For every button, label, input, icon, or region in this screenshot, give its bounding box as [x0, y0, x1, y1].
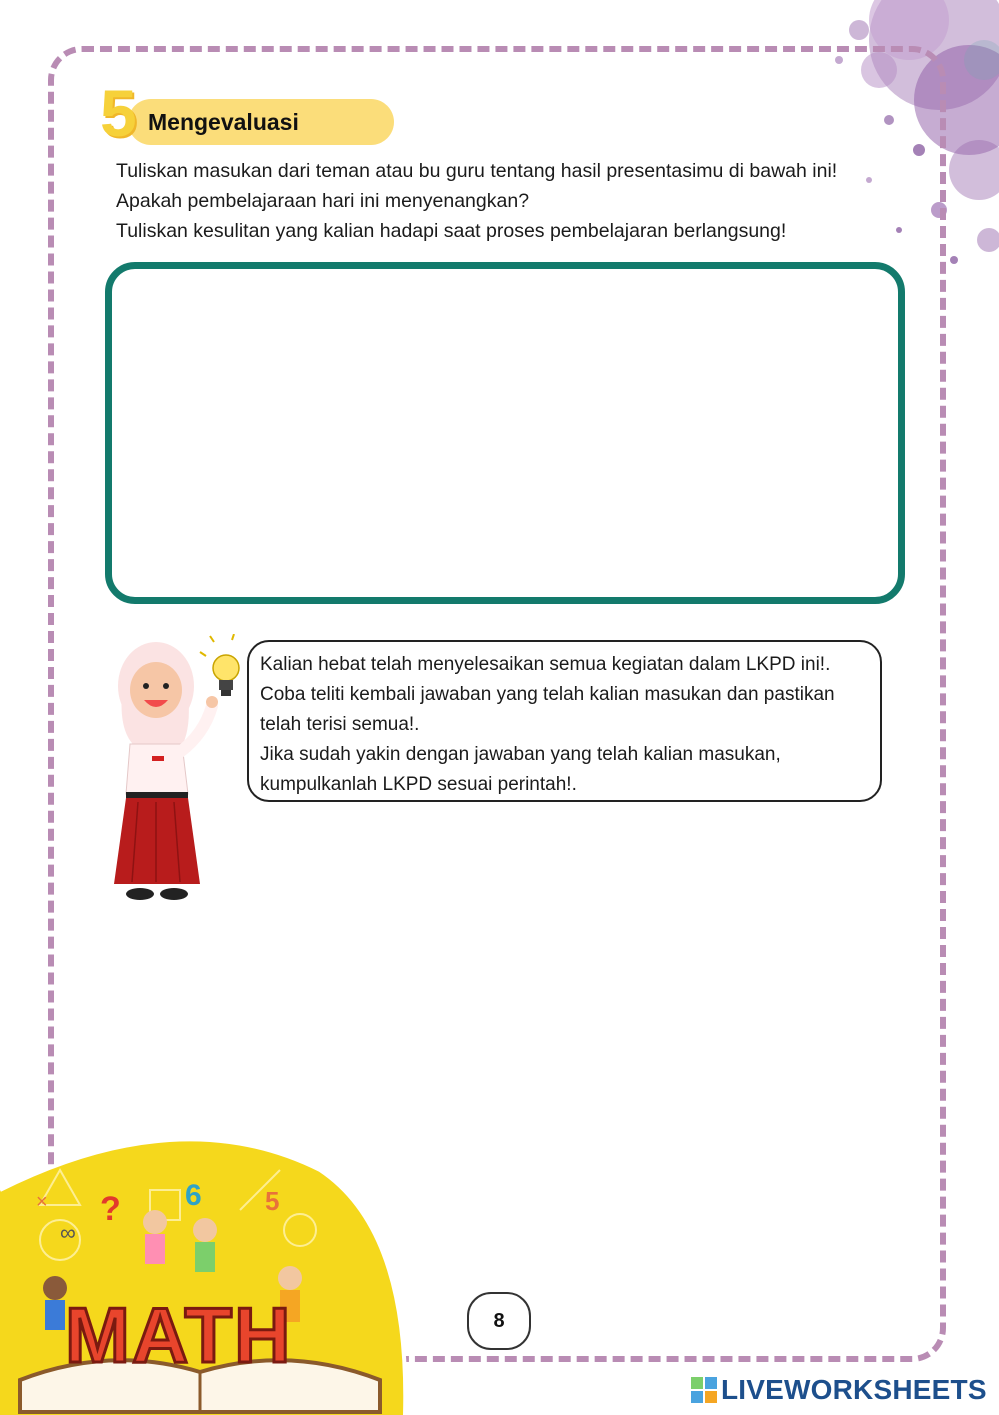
speech-bubble — [247, 640, 882, 802]
instruction-line: Tuliskan masukan dari teman atau bu guru tentang hasil presentasimu di bawah ini! — [116, 160, 838, 182]
student-girl-illustration — [108, 634, 248, 904]
brand-text: LIVEWORKSHEETS — [721, 1374, 987, 1405]
svg-text:∞: ∞ — [60, 1220, 76, 1245]
bubble-line: telah terisi semua!. — [260, 714, 420, 735]
liveworksheets-logo-icon — [691, 1377, 717, 1403]
page-number: 8 — [467, 1292, 531, 1350]
instructions-block — [116, 156, 896, 246]
section-number: 5 — [100, 76, 137, 150]
svg-text:?: ? — [100, 1190, 121, 1228]
liveworksheets-brand — [691, 1372, 987, 1408]
math-corner-illustration — [0, 1130, 410, 1415]
bubble-line: kumpulkanlah LKPD sesuai perintah!. — [260, 774, 577, 795]
math-banner-text: MATH — [65, 1291, 293, 1379]
bubble-line: Kalian hebat telah menyelesaikan semua kegiatan dalam LKPD ini!. — [260, 654, 831, 675]
svg-text:×: × — [36, 1191, 48, 1213]
svg-text:6: 6 — [185, 1179, 202, 1212]
answer-text-area[interactable] — [105, 262, 905, 604]
svg-text:5: 5 — [265, 1186, 280, 1216]
section-title: Mengevaluasi — [148, 109, 299, 135]
lightbulb-icon — [200, 634, 239, 696]
instruction-line: Tuliskan kesulitan yang kalian hadapi saat proses pembelajaran berlangsung! — [116, 220, 787, 242]
instruction-line: Apakah pembelajaraan hari ini menyenangkan? — [116, 190, 530, 212]
bubble-line: Jika sudah yakin dengan jawaban yang telah kalian masukan, — [260, 744, 781, 765]
bubble-line: Coba teliti kembali jawaban yang telah kalian masukan dan pastikan — [260, 684, 835, 705]
